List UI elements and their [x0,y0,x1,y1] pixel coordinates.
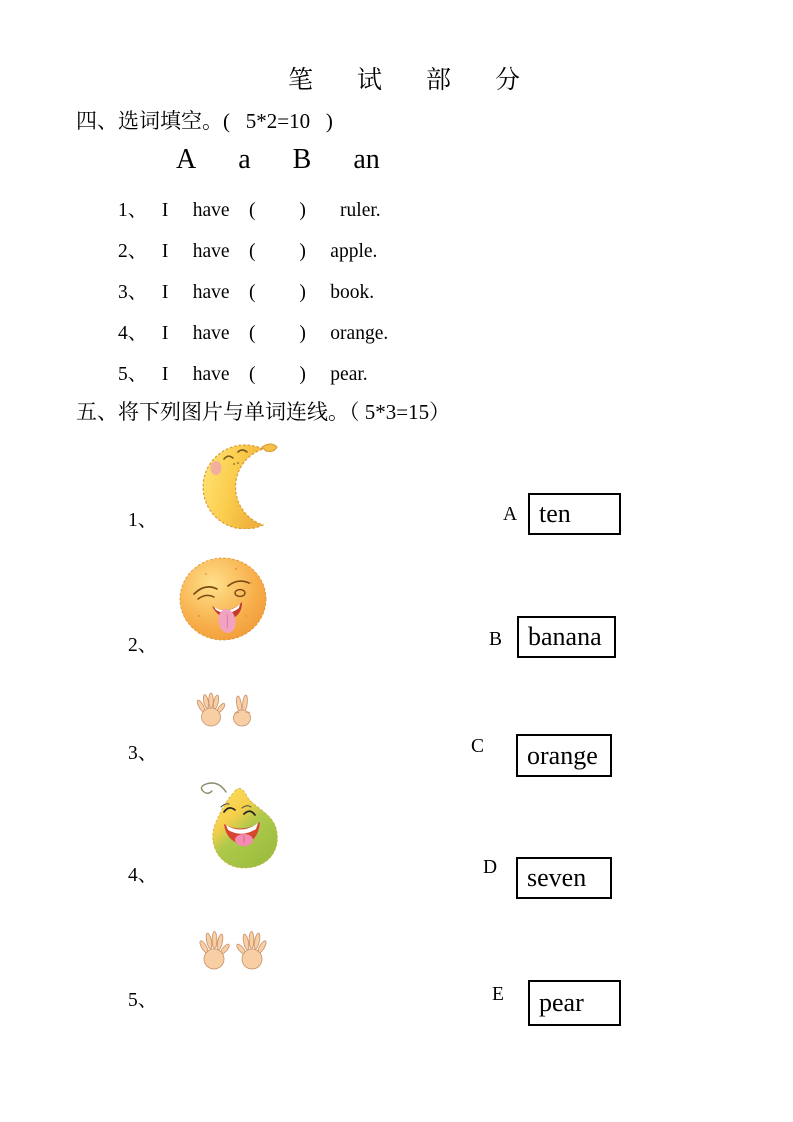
match-item-number-2: 2、 [128,635,158,656]
word-label-pear: pear [539,988,584,1017]
word-bank-option-A: A [176,144,197,175]
match-item-number-1: 1、 [128,510,158,531]
fill-blank-question-1: 1、 I have ( ) ruler. [118,200,381,221]
banana-image[interactable] [193,437,281,529]
match-item-number-4: 4、 [128,865,158,886]
page-title: 笔试部分 [288,67,565,94]
hands-ten-image[interactable] [196,926,270,974]
word-bank [176,144,380,176]
word-box-pear[interactable] [528,980,621,1026]
match-item-number-3: 3、 [128,743,158,764]
fill-blank-question-3: 3、 I have ( ) book. [118,282,375,303]
pear-image[interactable] [190,778,288,874]
match-letter-C: C [471,736,485,757]
fill-blank-question-5: 5、 I have ( ) pear. [118,364,368,385]
word-bank-option-an: an [353,144,380,175]
word-bank-option-a: a [238,144,251,175]
section5-heading: 五、将下列图片与单词连线。（ 5*3=15） [76,400,451,424]
word-label-seven: seven [527,863,587,892]
word-box-banana[interactable] [517,616,616,658]
word-box-ten[interactable] [528,493,621,535]
orange-image[interactable] [178,556,270,642]
word-label-banana: banana [528,622,602,651]
word-label-orange: orange [527,740,598,770]
match-letter-E: E [492,984,504,1005]
match-letter-A: A [503,504,518,525]
word-box-orange[interactable] [516,734,612,777]
fill-blank-question-4: 4、 I have ( ) orange. [118,323,389,344]
fill-blank-question-2: 2、 I have ( ) apple. [118,241,378,262]
match-letter-B: B [489,629,503,650]
word-box-seven[interactable] [516,857,612,899]
section4-heading: 四、选词填空。( 5*2=10 ) [76,109,333,133]
match-letter-D: D [483,857,498,878]
word-bank-option-B: B [292,144,312,175]
hands-seven-image[interactable] [194,688,260,730]
match-item-number-5: 5、 [128,990,158,1011]
word-label-ten: ten [539,499,571,528]
